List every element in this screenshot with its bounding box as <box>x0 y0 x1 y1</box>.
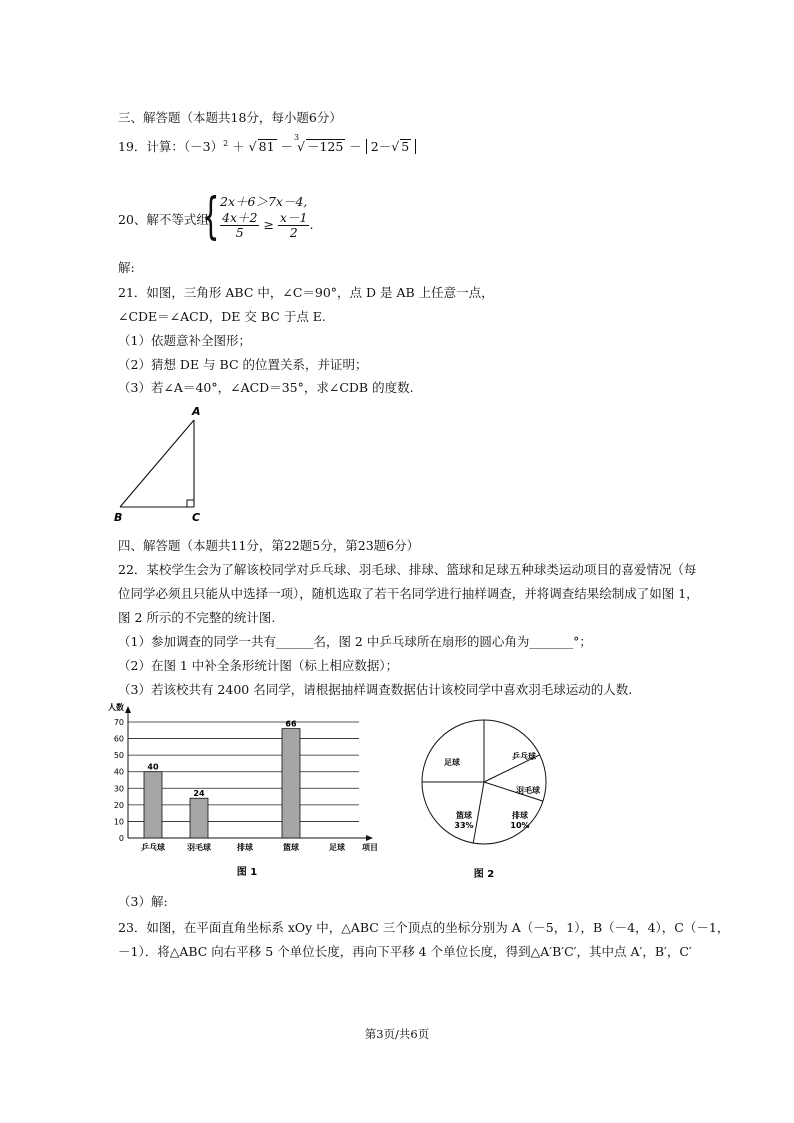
y-tick-label: 60 <box>113 734 124 744</box>
q21-part1: （1）依题意补全图形； <box>118 333 251 348</box>
q22-part1: （1）参加调查的同学一共有______名，图 2 中乒乓球所在扇形的圆心角为_______°； <box>118 634 592 649</box>
q21-part2: （2）猜想 DE 与 BC 的位置关系，并证明； <box>118 357 368 372</box>
side-ab <box>120 420 194 507</box>
y-axis-arrow <box>125 706 131 713</box>
x-tick-label: 篮球 <box>283 843 299 852</box>
q21-part3: （3）若∠A＝40°，∠ACD＝35°，求∠CDB 的度数. <box>118 380 414 395</box>
right-angle-mark <box>187 500 194 507</box>
q23-line1: 23．如图，在平面直角坐标系 xOy 中，△ABC 三个顶点的坐标分别为 A（－5，1），B（－4，4），C（－1， <box>118 920 730 935</box>
bar-篮球 <box>282 729 300 838</box>
x-tick-label: 排球 <box>237 843 253 852</box>
slice-label: 篮球 <box>456 811 472 820</box>
chart-caption: 图 1 <box>236 867 258 878</box>
q21-line2: ∠CDE＝∠ACD，DE 交 BC 于点 E. <box>118 309 326 324</box>
vertex-b: B <box>114 511 123 524</box>
data-label: 66 <box>285 719 297 729</box>
y-tick-label: 10 <box>113 817 124 827</box>
q19-label: 19．计算： <box>118 139 184 154</box>
y-axis-label: 人数 <box>108 703 124 712</box>
q22-part2: （2）在图 1 中补全条形统计图（标上相应数据）； <box>118 658 399 673</box>
q22-part3: （3）若该校共有 2400 名同学，请根据抽样调查数据估计该校同学中喜欢羽毛球运动的人数. <box>118 682 633 697</box>
triangle-figure <box>108 400 218 528</box>
q19: 19．计算：$(-3)^2$ ＋ √ 81 － 3 √ －125 － 2－√ 5 <box>118 137 416 155</box>
x-tick-label: 羽毛球 <box>187 843 211 852</box>
slice-label: 乒乓球 <box>512 752 536 761</box>
q23-line2: －1）．将△ABC 向右平移 5 个单位长度，再向下平移 4 个单位长度，得到△A′B′C′，其中点 A′，B′，C′ <box>118 944 692 959</box>
absolute-value: 2－√ 5 <box>366 139 416 154</box>
slice-percent: 33% <box>454 821 474 830</box>
slice-label: 羽毛球 <box>516 786 540 795</box>
y-tick-label: 30 <box>113 784 124 794</box>
y-tick-label: 0 <box>118 834 124 843</box>
vertex-c: C <box>192 511 201 524</box>
brace: { <box>202 187 220 245</box>
q22-answer-label: （3）解: <box>118 894 168 909</box>
bar-羽毛球 <box>190 798 208 838</box>
x-axis-arrow <box>366 835 373 841</box>
pie-chart <box>414 705 564 890</box>
vertex-a: A <box>192 405 201 418</box>
y-tick-label: 70 <box>113 718 124 727</box>
y-tick-label: 50 <box>113 751 124 761</box>
slice-label: 排球 <box>512 811 528 820</box>
q20-answer-label: 解: <box>118 260 135 275</box>
inequality-system: { 2x＋6＞7x－4, $\frac{4x+2}{5}$ ≥ $\frac{x-1}{2}$ . <box>202 187 314 245</box>
x-tick-label: 乒乓球 <box>141 843 165 852</box>
q21-line1: 21．如图，三角形 ABC 中，∠C＝90°，点 D 是 AB 上任意一点， <box>118 285 494 300</box>
q22-line3: 图 2 所示的不完整的统计图. <box>118 610 276 625</box>
y-tick-label: 40 <box>113 767 124 777</box>
section4-heading: 四、解答题（本题共11分，第22题5分，第23题6分） <box>118 538 420 553</box>
data-label: 24 <box>193 789 205 799</box>
x-tick-label: 足球 <box>329 843 345 852</box>
q22-line2: 位同学必须且只能从中选择一项），随机选取了若干名同学进行抽样调查，并将调查结果绘制成了如图 1， <box>118 586 699 601</box>
y-tick-label: 20 <box>113 800 124 810</box>
data-label: 40 <box>147 762 159 772</box>
slice-percent: 10% <box>510 821 530 830</box>
bar-chart <box>104 700 394 890</box>
chart-caption: 图 2 <box>473 869 495 880</box>
q22-line1: 22．某校学生会为了解该校同学对乒乓球、羽毛球、排球、篮球和足球五种球类运动项目的喜爱情况（每 <box>118 562 697 577</box>
q20-label: 20、解不等式组 <box>118 212 209 227</box>
slice-label: 足球 <box>444 758 460 767</box>
page-footer: 第3页/共6页 <box>364 1027 430 1041</box>
x-axis-label: 项目 <box>362 843 378 852</box>
section3-heading: 三、解答题（本题共18分，每小题6分） <box>118 110 342 125</box>
bar-乒乓球 <box>144 772 162 838</box>
